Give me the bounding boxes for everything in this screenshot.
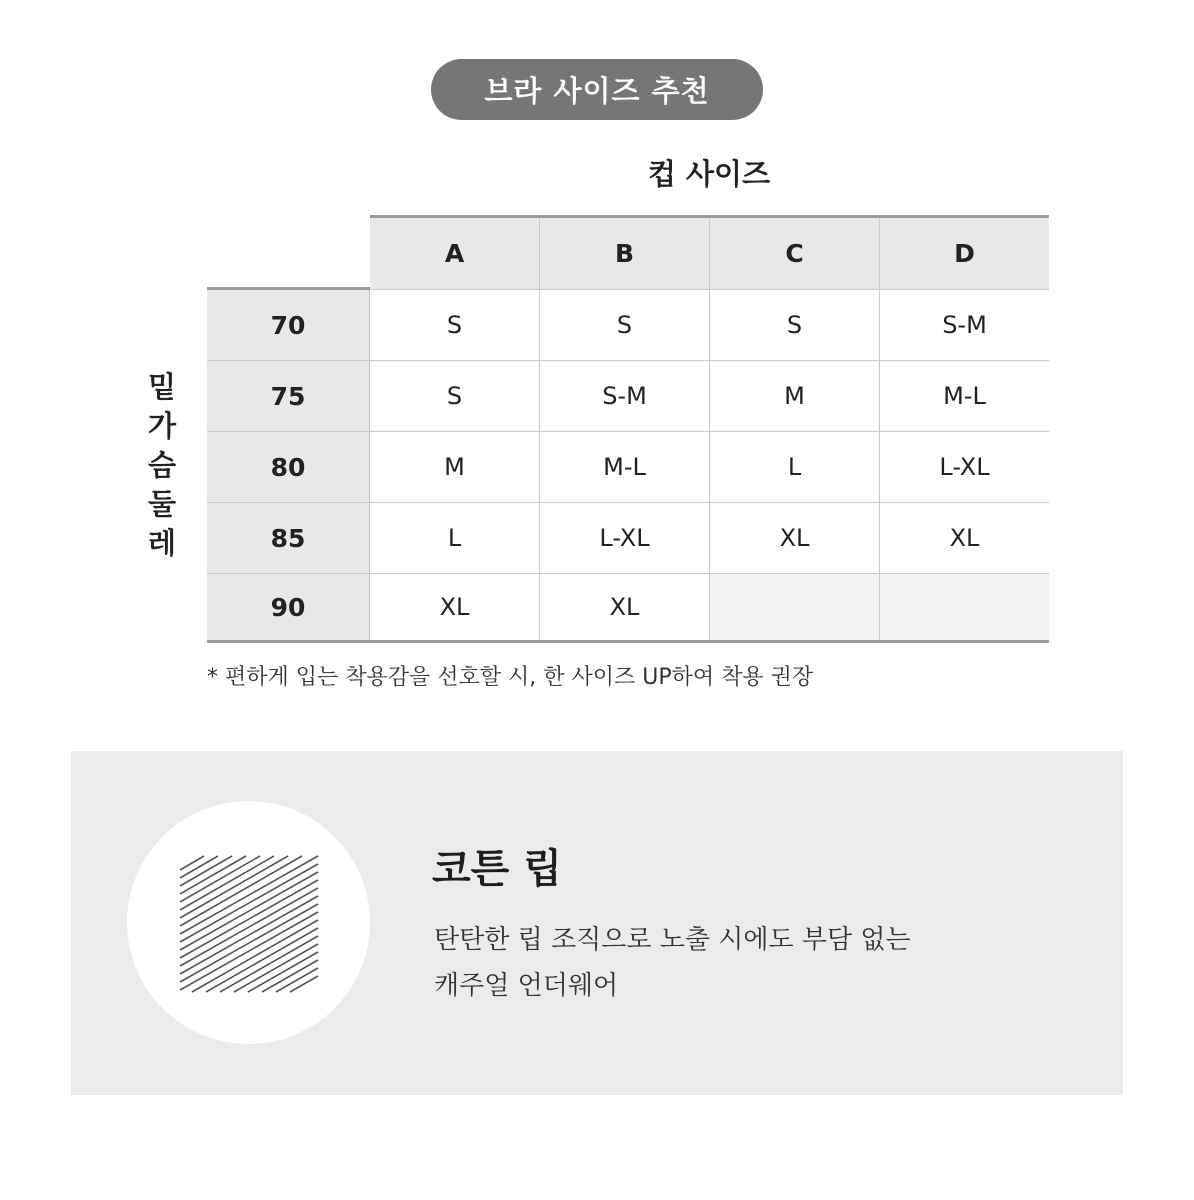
band-size-heading-char: 둘 xyxy=(147,487,176,521)
feature-description-line: 탄탄한 립 조직으로 노출 시에도 부담 없는 xyxy=(434,925,911,955)
table-cell: L xyxy=(710,432,880,503)
table-cell: M-L xyxy=(540,432,710,503)
table-cell: L-XL xyxy=(880,432,1049,503)
table-cell: XL xyxy=(880,503,1049,574)
table-cell: M xyxy=(370,432,540,503)
table-cell: S xyxy=(370,361,540,432)
feature-description-line: 캐주얼 언더웨어 xyxy=(434,971,619,1001)
row-header-70: 70 xyxy=(207,290,370,361)
row-header-90: 90 xyxy=(207,574,370,640)
table-cell: L-XL xyxy=(540,503,710,574)
size-guide-title-badge xyxy=(431,59,763,120)
band-size-heading-char: 밑 xyxy=(147,370,176,404)
fabric-feature-panel xyxy=(71,751,1123,1095)
table-cell: M-L xyxy=(880,361,1049,432)
column-header-d: D xyxy=(880,218,1049,290)
column-header-b: B xyxy=(540,218,710,290)
row-header-75: 75 xyxy=(207,361,370,432)
band-size-heading-char: 레 xyxy=(147,526,176,560)
fit-note: * 편하게 입는 착용감을 선호할 시, 한 사이즈 UP하여 착용 권장 xyxy=(207,665,814,690)
table-cell: S xyxy=(710,290,880,361)
table-cell: S-M xyxy=(880,290,1049,361)
feature-title: 코튼 립 xyxy=(432,846,562,892)
table-cell-empty xyxy=(880,574,1049,640)
table-cell: XL xyxy=(710,503,880,574)
column-header-a: A xyxy=(370,218,540,290)
table-cell-empty xyxy=(710,574,880,640)
table-rowhead-top-rule xyxy=(207,287,370,290)
table-cell: XL xyxy=(540,574,710,640)
feature-description xyxy=(434,917,1074,1009)
band-size-heading-char: 슴 xyxy=(147,448,176,482)
table-cell: S-M xyxy=(540,361,710,432)
table-cell: XL xyxy=(370,574,540,640)
row-header-85: 85 xyxy=(207,503,370,574)
fabric-icon-circle xyxy=(127,801,370,1044)
column-header-c: C xyxy=(710,218,880,290)
size-guide-title: 브라 사이즈 추천 xyxy=(484,74,710,108)
band-size-heading xyxy=(140,368,184,563)
table-top-rule xyxy=(370,215,1049,218)
table-bottom-rule xyxy=(207,640,1049,643)
table-cell: L xyxy=(370,503,540,574)
table-cell: S xyxy=(370,290,540,361)
row-header-80: 80 xyxy=(207,432,370,503)
size-table xyxy=(207,215,1049,643)
table-cell: M xyxy=(710,361,880,432)
band-size-heading-char: 가 xyxy=(147,409,176,443)
table-cell: S xyxy=(540,290,710,361)
cup-size-heading: 컵 사이즈 xyxy=(647,157,771,191)
rib-texture-icon xyxy=(174,848,324,998)
